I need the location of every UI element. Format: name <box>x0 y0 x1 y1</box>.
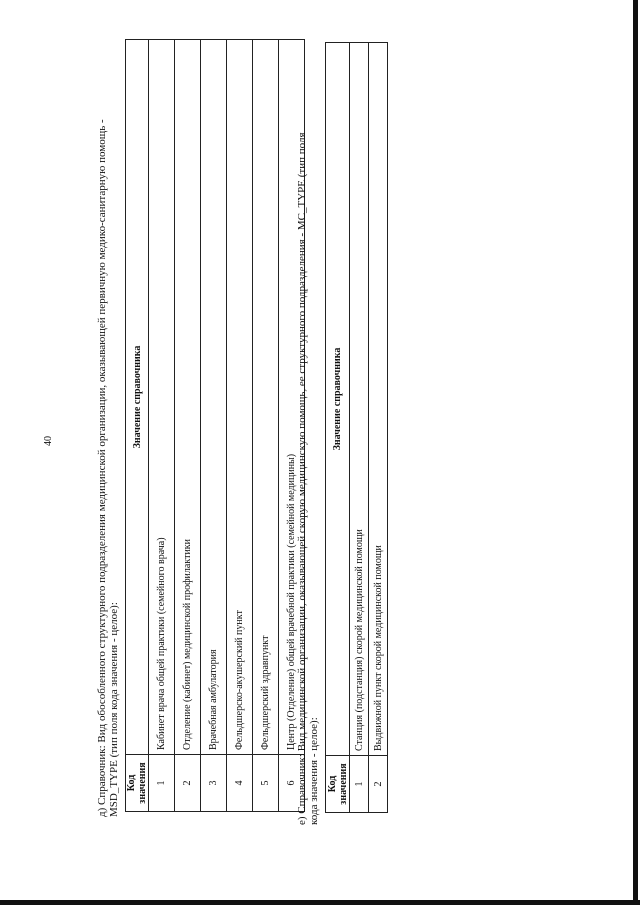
header-code: Код значения <box>326 756 350 813</box>
row-code: 1 <box>149 755 175 812</box>
table-row <box>369 43 388 813</box>
row-code: 2 <box>175 755 201 812</box>
row-value: Центр (Отделение) общей врачебной практики (семейной медицины) <box>279 40 305 755</box>
section-d-caption: д) Справочник: Вид обособленного структурного подразделения медицинской организации, оказывающей первичную медико-санитарную помощь - MSD_TYPE (тип поля кода значения - целое): <box>96 119 120 817</box>
row-code: 2 <box>369 756 388 813</box>
row-value: Врачебная амбулатория <box>201 40 227 755</box>
row-value: Выдвижной пункт скорой медицинской помощи <box>369 43 388 756</box>
row-code: 3 <box>201 755 227 812</box>
table-row <box>227 40 253 812</box>
row-code: 1 <box>350 756 369 813</box>
header-value: Значение справочника <box>126 40 149 755</box>
page-number: 40 <box>43 436 54 446</box>
row-value: Станция (подстанция) скорой медицинской помощи <box>350 43 369 756</box>
table-row <box>253 40 279 812</box>
table-row <box>175 40 201 812</box>
table-header-row <box>126 40 149 812</box>
table-row <box>149 40 175 812</box>
row-code: 4 <box>227 755 253 812</box>
section-e-caption: е) Справочник: Вид медицинской организации, оказывающей скорую медицинскую помощь, ее структурного подразделения - MC_TYPE (тип поля кода значения - целое): <box>296 132 320 825</box>
msd-type-table <box>125 39 305 812</box>
table-row <box>350 43 369 813</box>
row-value: Кабинет врача общей практики (семейного врача) <box>149 40 175 755</box>
header-code: Код значения <box>126 755 149 812</box>
table-row <box>201 40 227 812</box>
row-code: 5 <box>253 755 279 812</box>
row-value: Фельдшерско-акушерский пункт <box>227 40 253 755</box>
row-value: Фельдшерский здравпункт <box>253 40 279 755</box>
table-header-row <box>326 43 350 813</box>
row-value: Отделение (кабинет) медицинской профилактики <box>175 40 201 755</box>
mc-type-table <box>325 42 388 813</box>
header-value: Значение справочника <box>326 43 350 756</box>
row-code: 6 <box>279 755 305 812</box>
